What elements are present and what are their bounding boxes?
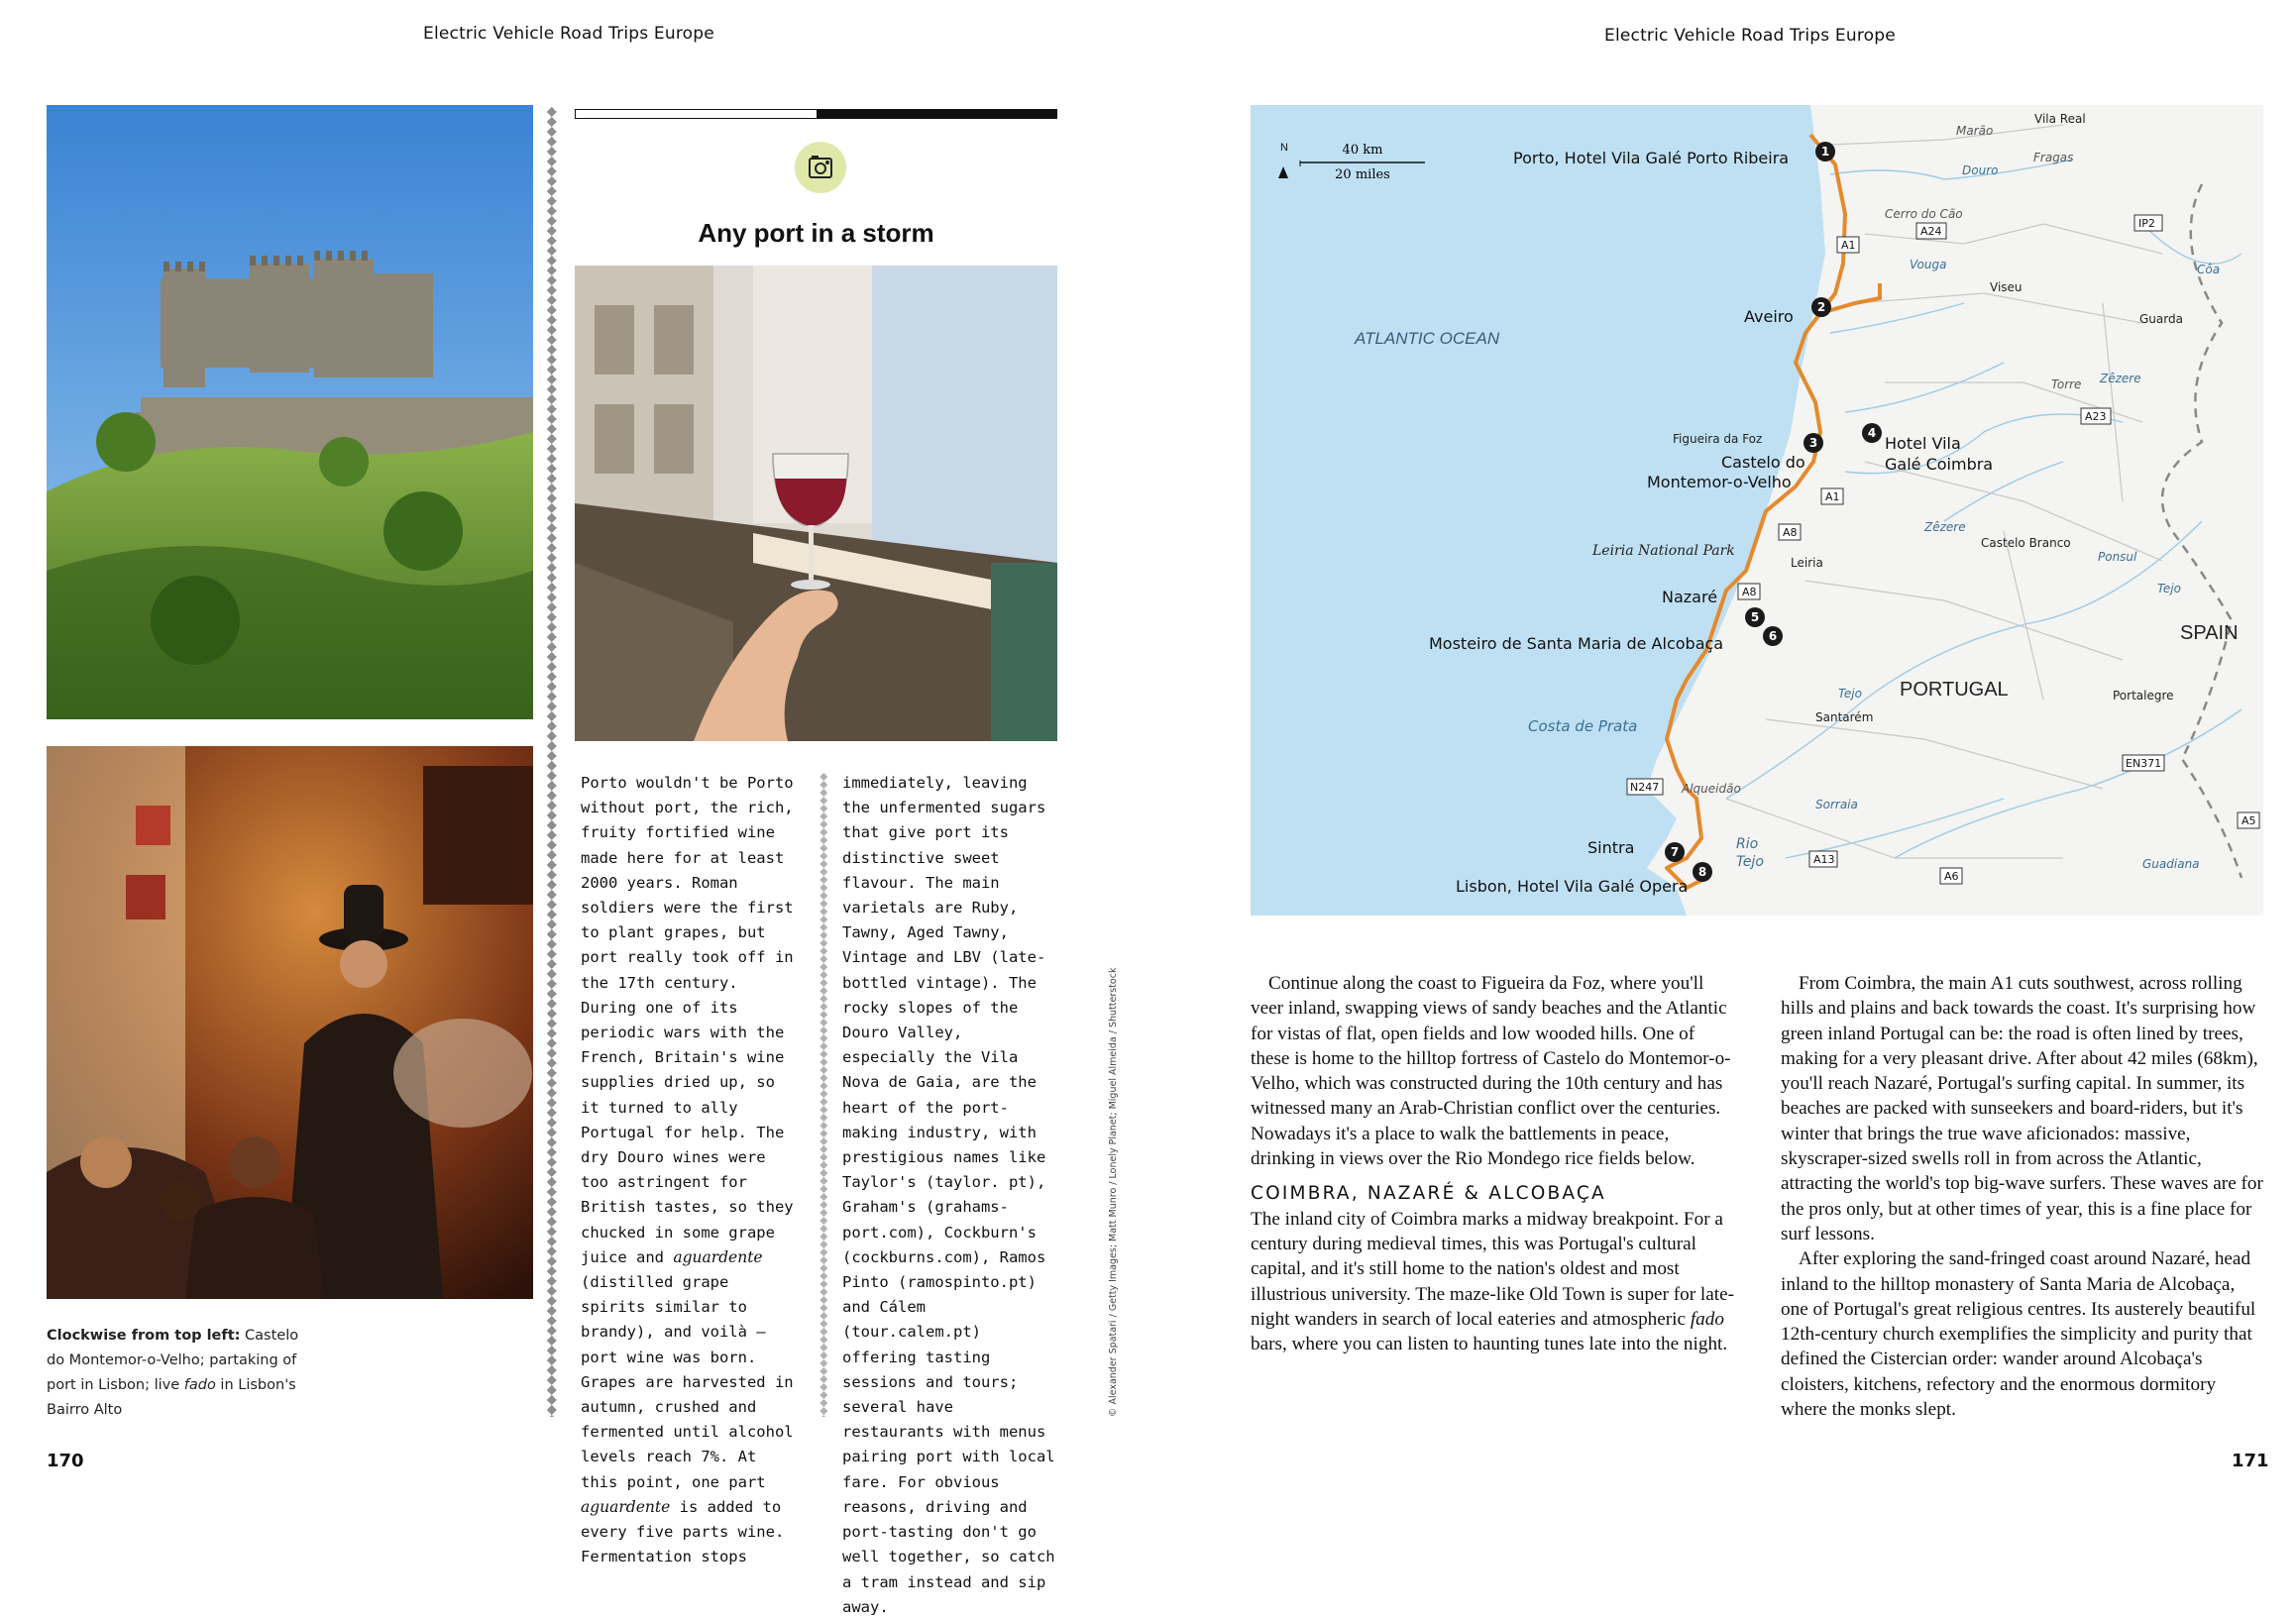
body-paragraph-4: After exploring the sand-fringed coast around Nazaré, head inland to the hilltop monastery of Santa Maria de Alcobaça, one of Portugal's great religious centres. Its austerely beautiful 12th-century church exemplifies the simplicity and purity that defined the Cistercian order: wander around Alcobaça's cloisters, kitchens, refectory and the enormous dormitory where the monks slept. xyxy=(1781,1248,2256,1421)
section-heading: COIMBRA, NAZARÉ & ALCOBAÇA xyxy=(1251,1183,1606,1205)
map-stop-3-label-1: Castelo do xyxy=(1721,453,1805,472)
body-paragraph-2-b: bars, where you can listen to haunting tunes late into the night. xyxy=(1251,1334,1728,1355)
map-place-tejo-2: Tejo xyxy=(1838,687,1862,701)
road-shield-a23: A23 xyxy=(2085,410,2107,423)
sidebar-col1-text-c: is added to every five parts wine. Fermentation stops xyxy=(581,1497,785,1566)
map-place-ponsul: Ponsul xyxy=(2098,550,2137,564)
map-stop-3-label-2: Montemor-o-Velho xyxy=(1647,473,1792,491)
map-stop-5-number: 5 xyxy=(1750,610,1760,624)
map-stop-4-label-1: Hotel Vila xyxy=(1885,434,1961,453)
sidebar-title: Any port in a storm xyxy=(698,218,934,248)
map-place-coa: Côa xyxy=(2197,263,2221,276)
map-place-vila-real: Vila Real xyxy=(2034,112,2086,126)
map-place-costa: Costa de Prata xyxy=(1528,717,1638,735)
road-shield-a6: A6 xyxy=(1944,870,1959,883)
road-shield-ip2: IP2 xyxy=(2138,217,2155,230)
sidebar-col1-text-b: (distilled grape spirits similar to brandy), and voilà – port wine was born. Grapes are harvested in autumn, crushed and fermented until alcohol levels reach 7%. At this point, one part xyxy=(581,1273,794,1491)
map-place-leiria-park: Leiria National Park xyxy=(1592,543,1735,559)
map-place-leiria: Leiria xyxy=(1791,556,1823,570)
sidebar-column-2: immediately, leaving the unfermented sugars that give port its distinctive sweet flavour. The main varietals are Ruby, Tawny, Aged Tawny, Vintage and LBV (late-bottled vintage). The rocky slopes of the Douro Valley, especially the Vila Nova de Gaia, are the heart of the port-making industry, with prestigious names like Taylor's (taylor. pt), Graham's (grahams-port.com), Cockburn's (cockburns.com), Ramos Pinto (ramospinto.pt) and Cálem (tour.calem.pt) offering tasting sessions and tours; several have restaurants with menus pairing port with local fare. For obvious reasons, driving and port-tasting don't go well together, so catch a tram instead and sip away. xyxy=(842,774,1055,1616)
road-shield-n247: N247 xyxy=(1630,781,1660,794)
map-place-torre: Torre xyxy=(2051,378,2082,391)
road-shield-a1-south: A1 xyxy=(1825,490,1840,503)
map-place-guarda: Guarda xyxy=(2139,312,2183,326)
map-stop-6-label: Mosteiro de Santa Maria de Alcobaça xyxy=(1429,634,1724,653)
map-stop-8-number: 8 xyxy=(1697,865,1707,879)
map-place-alqueidao: Alqueidão xyxy=(1682,782,1741,796)
caption-lead: Clockwise from top left: xyxy=(47,1328,241,1344)
sidebar-column-divider xyxy=(820,773,827,1417)
sidebar-col1-aguardente-1: aguardente xyxy=(673,1247,763,1266)
map-place-marao: Marão xyxy=(1956,124,1994,138)
map-north-label: N xyxy=(1280,142,1288,154)
map-country-portugal: PORTUGAL xyxy=(1900,679,2009,701)
body-paragraph-2 xyxy=(1251,1207,1736,1357)
caption-text-2: in Lisbon's Bairro Alto xyxy=(47,1377,296,1418)
photo-credit: © Alexander Spatari / Getty Images; Matt Munro / Lonely Planet; Miguel Almeida / Shutterstock xyxy=(1108,967,1119,1417)
road-shield-a13: A13 xyxy=(1813,853,1835,866)
map-stop-2-label: Aveiro xyxy=(1744,307,1794,326)
map-place-fragas: Fragas xyxy=(2033,151,2074,164)
page-number-left: 170 xyxy=(47,1451,84,1471)
body-column-2 xyxy=(1781,971,2266,1422)
map-stop-7-number: 7 xyxy=(1670,845,1680,859)
map-stop-1-number: 1 xyxy=(1820,145,1830,159)
caption-text-1: Castelo do Montemor-o-Velho; partaking of port in Lisbon; live xyxy=(47,1328,299,1393)
map-stop-6-number: 6 xyxy=(1768,629,1778,643)
page-number-right: 171 xyxy=(2232,1451,2269,1471)
map-country-spain: SPAIN xyxy=(2180,622,2239,644)
map-place-santarem: Santarém xyxy=(1815,710,1874,724)
fado-bar-photo xyxy=(47,746,533,1299)
body-paragraph-2-fado: fado xyxy=(1690,1308,1724,1330)
sidebar-column-1 xyxy=(581,771,801,1570)
running-head-right: Electric Vehicle Road Trips Europe xyxy=(1604,26,1896,46)
body-paragraph-3: From Coimbra, the main A1 cuts southwest, across rolling hills and plains and back towards the coast. It's surprising how green inland Portugal can be: the road is often lined by trees, making for a very pleasant drive. After about 42 miles (68km), you'll reach Nazaré, Portugal's surfing capital. In summer, its beaches are packed with sunseekers and board-riders, but it's winter that brings the true wave aficionados: massive, skyscraper-sized swells roll in from across the Atlantic, attracting the world's top big-wave surfers. These waves are for the pros only, but at other times of year, this is a fine place for surf lessons. xyxy=(1781,973,2263,1244)
map-place-tejo-1: Tejo xyxy=(2157,582,2181,595)
sidebar-col1-text-a: Porto wouldn't be Porto without port, the rich, fruity fortified wine made here for at least 2000 years. Roman soldiers were the first to plant grapes, but port really took off in the 17th century. During one of its periodic wars with the French, Britain's wine supplies dried up, so it turned to ally Portugal for help. The dry Douro wines were too astringent for British tastes, so they chucked in some grape juice and xyxy=(581,774,794,1266)
map-stop-4-number: 4 xyxy=(1867,426,1877,440)
map-place-viseu: Viseu xyxy=(1990,280,2023,294)
map-place-castelo-branco: Castelo Branco xyxy=(1981,536,2071,550)
sidebar-col1-aguardente-2: aguardente xyxy=(581,1497,671,1516)
map-stop-7-label: Sintra xyxy=(1587,838,1635,857)
running-head-left: Electric Vehicle Road Trips Europe xyxy=(423,24,714,44)
sidebar-topbar xyxy=(575,109,1057,119)
map-place-zezere-2: Zêzere xyxy=(1924,520,1966,534)
map-stop-3-number: 3 xyxy=(1808,436,1818,450)
map-ocean-label: ATLANTIC OCEAN xyxy=(1355,329,1500,348)
map-stop-2-number: 2 xyxy=(1816,300,1826,314)
body-paragraph-2-a: The inland city of Coimbra marks a midway breakpoint. For a century during medieval times, this was Portugal's cultural capital, and it's still home to the nation's oldest and most illustrious university. The maze-like Old Town is super for late-night wanders in search of local eateries and atmospheric xyxy=(1251,1208,1735,1330)
camera-icon xyxy=(795,142,846,193)
map-stop-5-label: Nazaré xyxy=(1662,588,1718,606)
road-shield-en371: EN371 xyxy=(2126,757,2162,770)
zigzag-divider xyxy=(547,107,557,1417)
caption-fado: fado xyxy=(183,1377,216,1393)
route-map xyxy=(1251,105,2263,916)
map-place-rio-tejo-1: Rio xyxy=(1736,836,1759,852)
body-paragraph-1: Continue along the coast to Figueira da Foz, where you'll veer inland, swapping views of sandy beaches and the Atlantic for vistas of flat, open fields and low wooded hills. One of these is home to the hilltop fortress of Castelo do Montemor-o-Velho, which was constructed during the 10th century and has witnessed many an Arab-Christian conflict over the centuries. Nowadays it's a place to walk the battlements in peace, drinking in views over the Rio Mondego rice fields below. xyxy=(1251,973,1731,1170)
map-place-figueira: Figueira da Foz xyxy=(1673,432,1763,446)
map-place-cerro: Cerro do Cão xyxy=(1885,207,1963,221)
body-column-1 xyxy=(1251,971,1736,1356)
map-stop-8-label: Lisbon, Hotel Vila Galé Opera xyxy=(1456,877,1689,896)
photo-caption xyxy=(47,1324,314,1423)
map-place-rio-tejo-2: Tejo xyxy=(1736,854,1764,870)
map-place-vouga: Vouga xyxy=(1910,258,1947,271)
map-stop-1-label: Porto, Hotel Vila Galé Porto Ribeira xyxy=(1513,149,1790,167)
map-scale-mi: 20 miles xyxy=(1335,167,1390,182)
map-place-zezere-1: Zêzere xyxy=(2100,372,2141,385)
map-place-sorraia: Sorraia xyxy=(1815,798,1858,811)
road-shield-a8-south: A8 xyxy=(1742,586,1757,598)
castle-photo xyxy=(47,105,533,719)
map-place-portalegre: Portalegre xyxy=(2113,689,2174,702)
road-shield-a24: A24 xyxy=(1920,225,1942,238)
map-stop-4-label-2: Galé Coimbra xyxy=(1885,455,1994,474)
port-glass-photo xyxy=(575,266,1057,741)
road-shield-a1-north: A1 xyxy=(1841,239,1856,252)
road-shield-a8-north: A8 xyxy=(1783,526,1798,539)
road-shield-a5: A5 xyxy=(2241,814,2256,827)
map-scale-km: 40 km xyxy=(1342,143,1383,158)
map-place-guadiana: Guadiana xyxy=(2142,857,2200,871)
map-place-douro: Douro xyxy=(1962,163,1999,177)
